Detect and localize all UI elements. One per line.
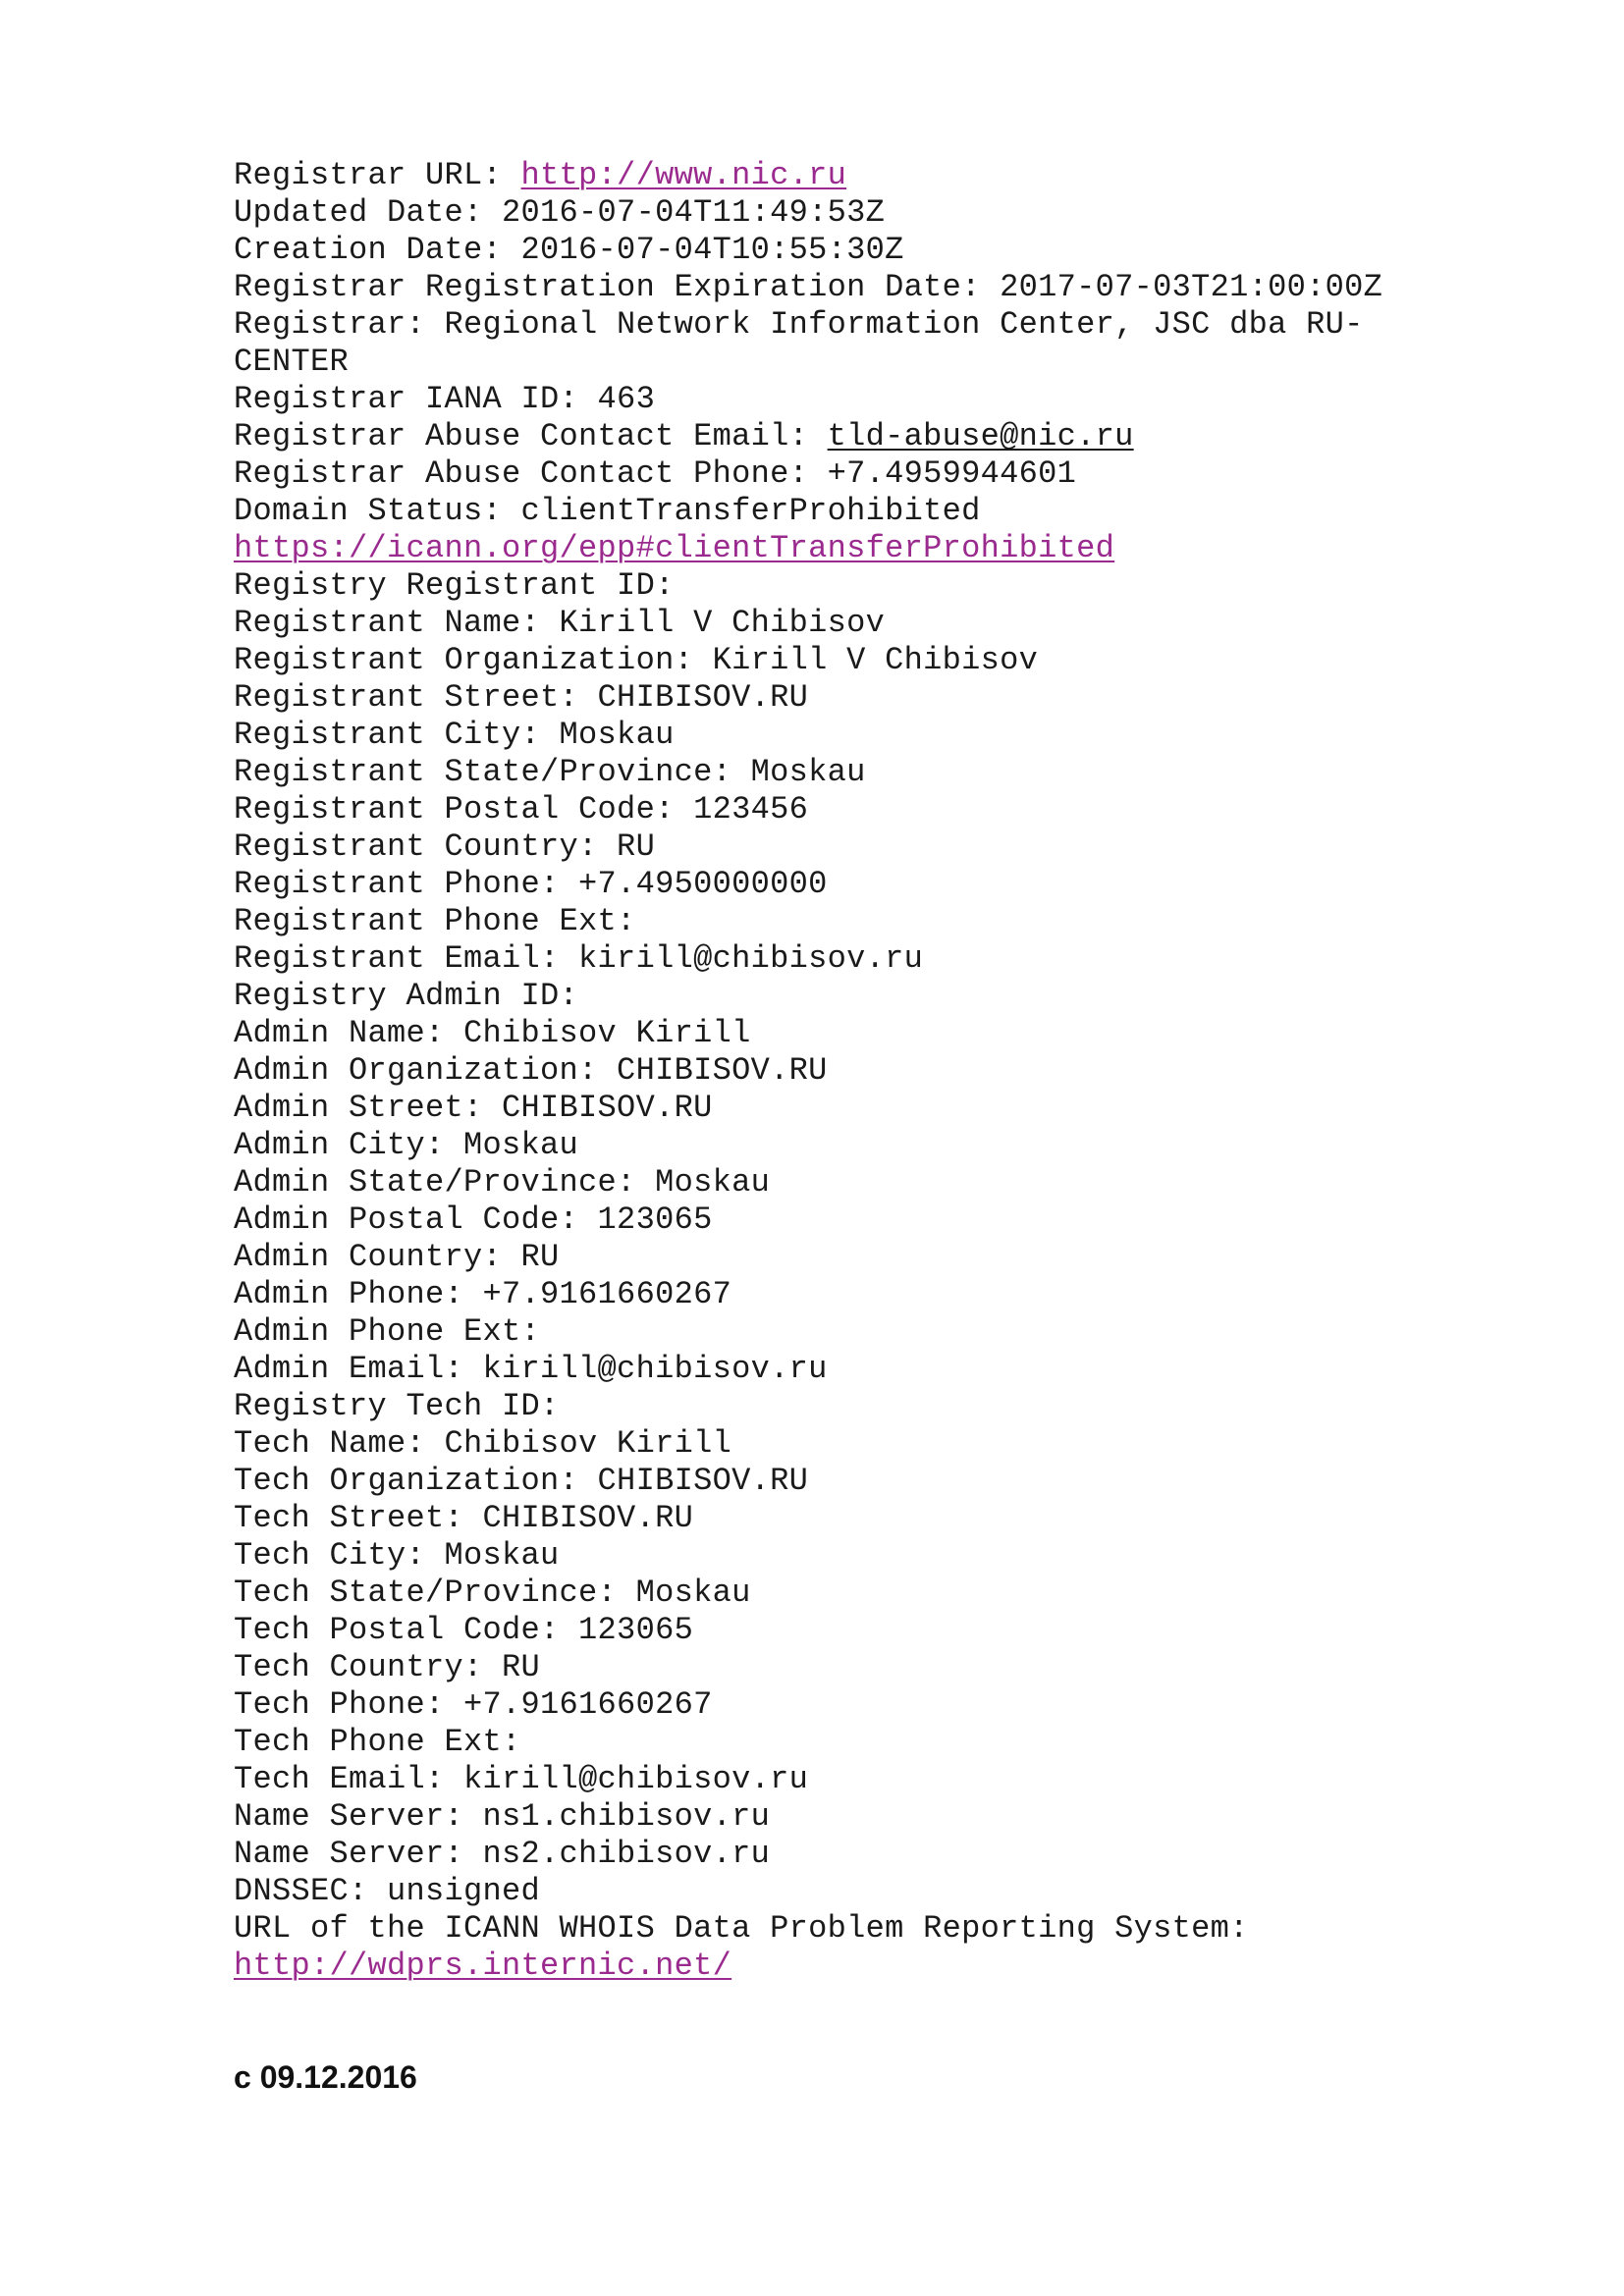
- domain-status-url-line: [234, 530, 1461, 567]
- registrant-postal: Registrant Postal Code: 123456: [234, 791, 809, 828]
- tech-email: Tech Email: kirill@chibisov.ru: [234, 1761, 809, 1797]
- admin-city: Admin City: Moskau: [234, 1127, 579, 1163]
- iana-id: Registrar IANA ID: 463: [234, 381, 656, 417]
- creation-date: Creation Date: 2016-07-04T10:55:30Z: [234, 232, 904, 268]
- registrant-phone-ext: Registrant Phone Ext:: [234, 903, 636, 939]
- tech-state: Tech State/Province: Moskau: [234, 1575, 751, 1611]
- abuse-phone: Registrar Abuse Contact Phone: +7.4959944601: [234, 455, 1077, 492]
- name-server-1: Name Server: ns1.chibisov.ru: [234, 1798, 771, 1835]
- dnssec: DNSSEC: unsigned: [234, 1873, 541, 1909]
- registrant-email: Registrant Email: kirill@chibisov.ru: [234, 940, 924, 977]
- domain-status: Domain Status: clientTransferProhibited: [234, 493, 981, 529]
- registrar-url-link[interactable]: http://www.nic.ru: [520, 157, 847, 193]
- abuse-email-label: Registrar Abuse Contact Email:: [234, 418, 828, 454]
- registrar-url-line: [234, 157, 1461, 194]
- expiration-date: Registrar Registration Expiration Date: 2017-07-03T21:00:00Z: [234, 269, 1383, 305]
- tech-city: Tech City: Moskau: [234, 1537, 560, 1574]
- admin-phone-ext: Admin Phone Ext:: [234, 1313, 541, 1350]
- tech-postal: Tech Postal Code: 123065: [234, 1612, 694, 1648]
- admin-name: Admin Name: Chibisov Kirill: [234, 1015, 751, 1051]
- registrant-phone: Registrant Phone: +7.4950000000: [234, 866, 828, 902]
- admin-org: Admin Organization: CHIBISOV.RU: [234, 1052, 828, 1089]
- admin-email: Admin Email: kirill@chibisov.ru: [234, 1351, 828, 1387]
- admin-phone: Admin Phone: +7.9161660267: [234, 1276, 732, 1312]
- registrant-street: Registrant Street: CHIBISOV.RU: [234, 679, 809, 716]
- wdprs-url-line: [234, 1948, 1461, 1985]
- registrant-state: Registrant State/Province: Moskau: [234, 754, 866, 790]
- registrant-country: Registrant Country: RU: [234, 828, 656, 865]
- wdprs-url-link[interactable]: http://wdprs.internic.net/: [234, 1948, 732, 1984]
- updated-date: Updated Date: 2016-07-04T11:49:53Z: [234, 194, 886, 231]
- admin-country: Admin Country: RU: [234, 1239, 560, 1275]
- tech-org: Tech Organization: CHIBISOV.RU: [234, 1463, 809, 1499]
- registrar-line-2: CENTER: [234, 344, 350, 380]
- admin-id: Registry Admin ID:: [234, 978, 579, 1014]
- name-server-2: Name Server: ns2.chibisov.ru: [234, 1836, 771, 1872]
- registrant-org: Registrant Organization: Kirill V Chibisov: [234, 642, 1039, 678]
- admin-state: Admin State/Province: Moskau: [234, 1164, 771, 1201]
- tech-country: Tech Country: RU: [234, 1649, 541, 1685]
- registrar-line-1: Registrar: Regional Network Information Center, JSC dba RU-: [234, 306, 1364, 343]
- tech-phone-ext: Tech Phone Ext:: [234, 1724, 521, 1760]
- admin-postal: Admin Postal Code: 123065: [234, 1201, 713, 1238]
- registrant-city: Registrant City: Moskau: [234, 717, 675, 753]
- tech-id: Registry Tech ID:: [234, 1388, 560, 1424]
- domain-status-url-link[interactable]: https://icann.org/epp#clientTransferProhibited: [234, 530, 1115, 566]
- tech-street: Tech Street: CHIBISOV.RU: [234, 1500, 694, 1536]
- wdprs-label: URL of the ICANN WHOIS Data Problem Reporting System:: [234, 1910, 1249, 1947]
- whois-record: [234, 157, 1461, 1985]
- footer-date: с 09.12.2016: [234, 2059, 417, 2095]
- tech-name: Tech Name: Chibisov Kirill: [234, 1425, 732, 1462]
- abuse-email-line: [234, 418, 1461, 455]
- registrar-url-label: Registrar URL:: [234, 157, 521, 193]
- abuse-email-link[interactable]: tld-abuse@nic.ru: [827, 418, 1134, 454]
- registrant-id: Registry Registrant ID:: [234, 567, 675, 604]
- admin-street: Admin Street: CHIBISOV.RU: [234, 1090, 713, 1126]
- registrant-name: Registrant Name: Kirill V Chibisov: [234, 605, 886, 641]
- tech-phone: Tech Phone: +7.9161660267: [234, 1686, 713, 1723]
